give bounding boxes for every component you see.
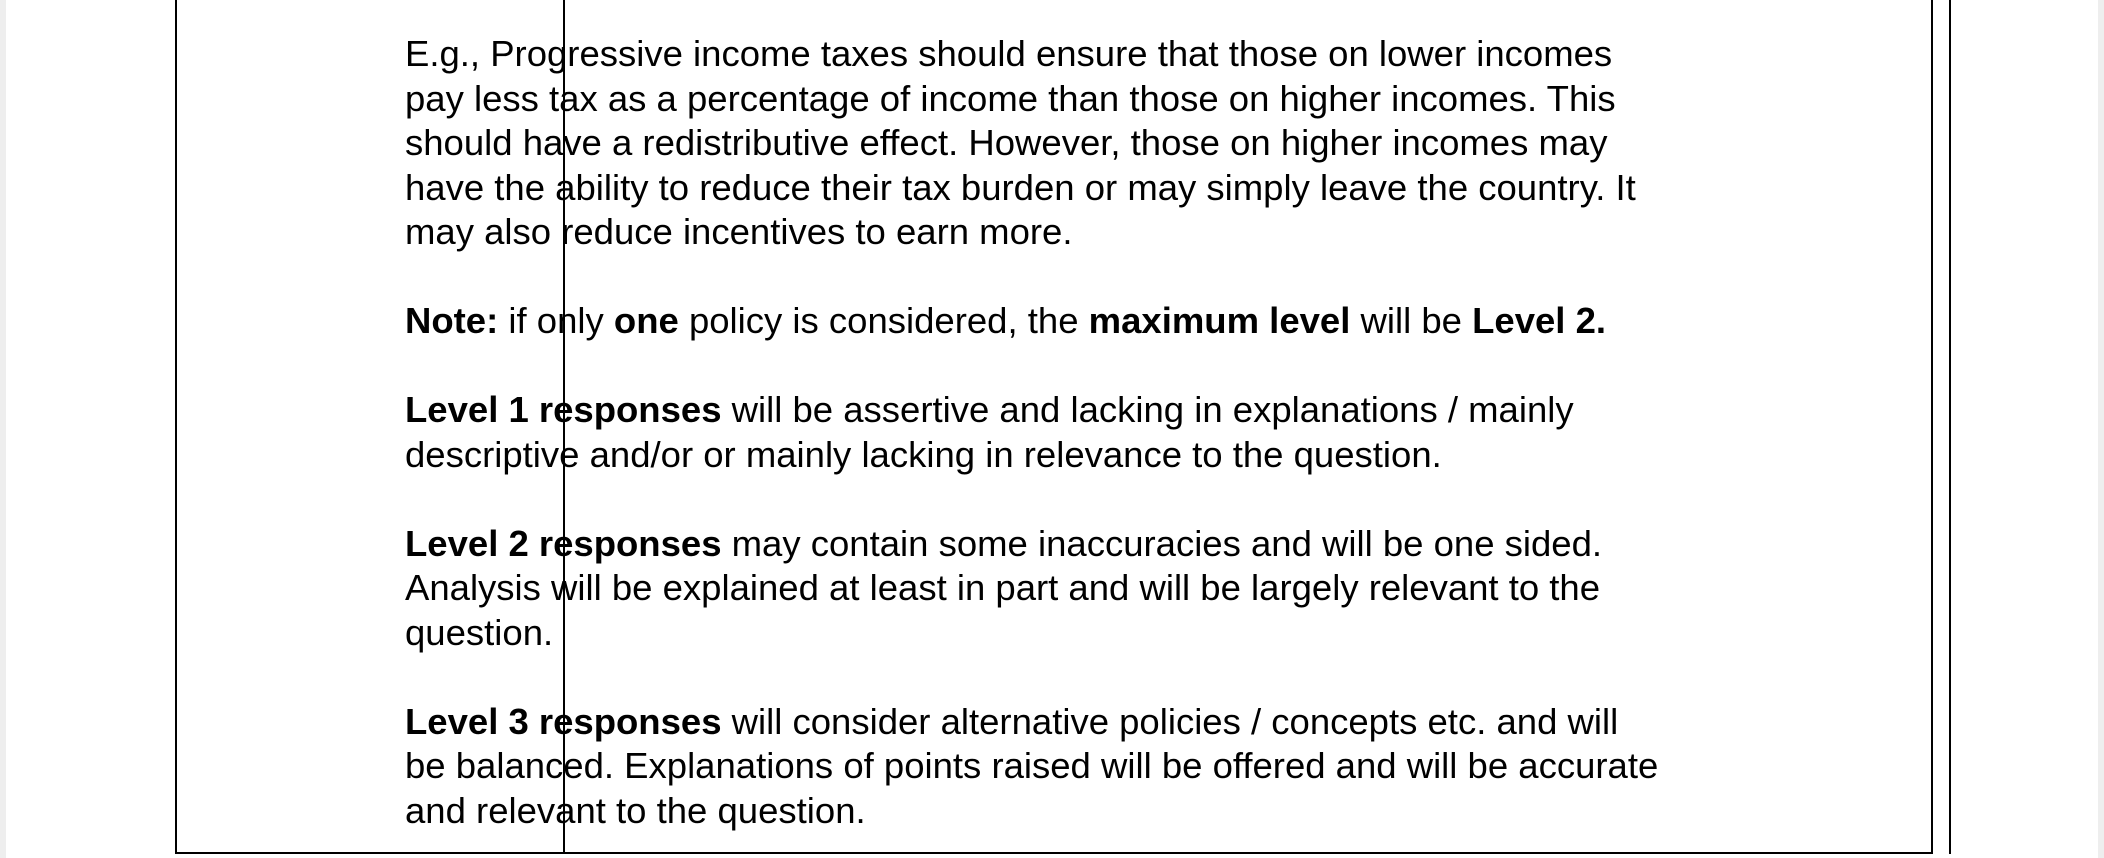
level-1-text: descriptive and/or or mainly lacking in relevance to the question. xyxy=(405,433,1442,475)
example-line: should have a redistributive effect. However, those on higher incomes may xyxy=(405,122,1608,163)
note-text: will be xyxy=(1350,300,1473,341)
note-emphasis-maximum-level: maximum level xyxy=(1088,300,1351,341)
level-3-text: be balanced. Explanations of points raised will be offered and will be accurate xyxy=(405,745,1659,786)
level-1-paragraph xyxy=(405,388,1765,477)
page-right-margin xyxy=(2098,0,2104,858)
note-text: if only xyxy=(498,300,614,341)
note-emphasis-level-2: Level 2. xyxy=(1472,300,1607,341)
level-3-paragraph xyxy=(405,700,1765,834)
level-1-text: will be assertive and lacking in explanations / mainly xyxy=(721,389,1574,430)
level-1-label: Level 1 responses xyxy=(405,389,722,430)
example-line: pay less tax as a percentage of income than those on higher incomes. This xyxy=(405,77,1616,119)
guidance-cell xyxy=(405,32,1765,833)
level-2-label: Level 2 responses xyxy=(405,522,722,564)
note-paragraph xyxy=(405,299,1765,344)
level-3-label: Level 3 responses xyxy=(405,700,722,742)
note-emphasis-one: one xyxy=(613,300,679,341)
level-2-text: may contain some inaccuracies and will be one sided. xyxy=(721,522,1603,564)
example-line: may also reduce incentives to earn more. xyxy=(405,211,1073,252)
example-line: have the ability to reduce their tax burden or may simply leave the country. It xyxy=(405,166,1636,208)
level-2-text: question. xyxy=(405,611,554,653)
column-divider-right xyxy=(1949,0,1951,854)
level-2-paragraph xyxy=(405,522,1765,656)
note-text: policy is considered, the xyxy=(678,300,1089,341)
level-2-text: Analysis will be explained at least in part and will be largely relevant to the xyxy=(405,567,1601,608)
example-paragraph xyxy=(405,32,1765,255)
page-left-margin xyxy=(0,0,6,858)
example-line: E.g., Progressive income taxes should ensure that those on lower incomes xyxy=(405,33,1613,74)
note-label: Note: xyxy=(405,300,499,341)
level-3-text: will consider alternative policies / concepts etc. and will xyxy=(721,700,1619,742)
level-3-text: and relevant to the question. xyxy=(405,789,866,831)
